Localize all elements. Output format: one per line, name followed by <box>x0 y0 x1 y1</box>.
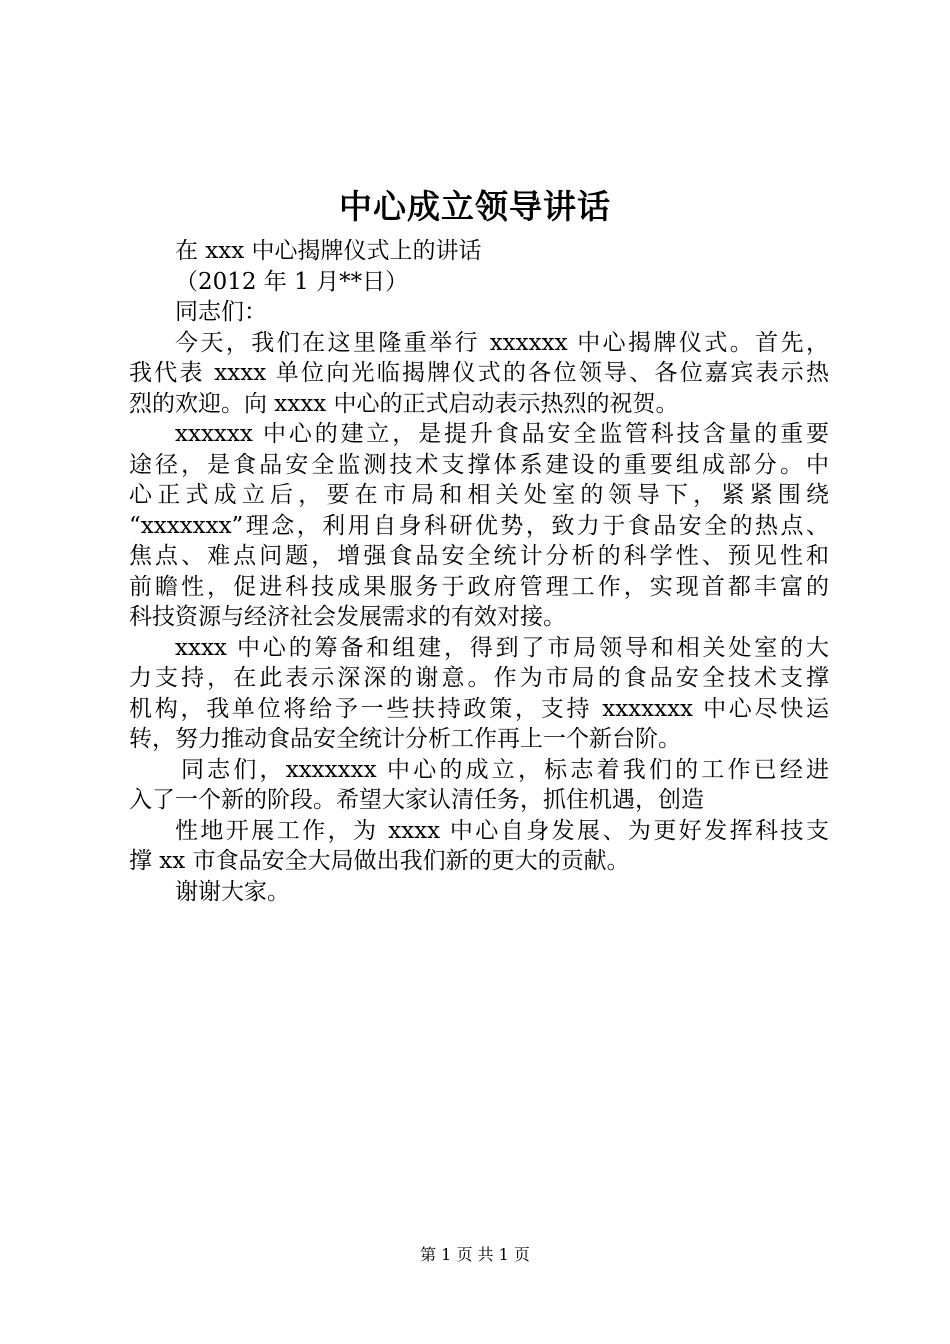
text-line: 今天，我们在这里隆重举行 xxxxxx 中心揭牌仪式。首先， <box>175 329 829 356</box>
text-line: 在 xxx 中心揭牌仪式上的讲话 <box>175 238 482 264</box>
text-line: xxxx 中心的筹备和组建，得到了市局领导和相关处室的大 <box>175 634 829 661</box>
paragraph-4 <box>129 755 829 816</box>
text-line: 心正式成立后，要在市局和相关处室的领导下，紧紧围绕 <box>129 482 829 508</box>
document-body <box>129 236 829 907</box>
text-line: 焦点、难点问题，增强食品安全统计分析的科学性、预见性和 <box>129 543 829 569</box>
paragraph-5 <box>129 816 829 877</box>
text-line: 同志们： <box>175 299 267 325</box>
speech-heading <box>129 236 829 267</box>
text-line: 机构，我单位将给予一些扶持政策，支持 xxxxxxx 中心尽快运 <box>129 695 829 722</box>
document-title: 中心成立领导讲话 <box>339 187 611 226</box>
text-line: 烈的欢迎。向 xxxx 中心的正式启动表示热烈的祝贺。 <box>129 390 679 417</box>
speech-date <box>129 267 829 298</box>
text-line: 科技资源与经济社会发展需求的有效对接。 <box>129 604 566 630</box>
text-line: 谢谢大家。 <box>175 878 290 905</box>
paragraph-1 <box>129 328 829 420</box>
text-line: 转，努力推动食品安全统计分析工作再上一个新台阶。 <box>129 726 681 752</box>
text-line: 同志们，xxxxxxx 中心的成立，标志着我们的工作已经进 <box>181 756 829 783</box>
text-line: xxxxxx 中心的建立，是提升食品安全监管科技含量的重要 <box>175 421 829 447</box>
text-line: “xxxxxxx”理念，利用自身科研优势，致力于食品安全的热点、 <box>129 512 829 539</box>
text-line: （2012 年 1 月**日） <box>175 268 409 295</box>
salutation <box>129 297 829 328</box>
page-footer: 第 1 页 共 1 页 <box>420 1245 530 1264</box>
text-line: 入了一个新的阶段。希望大家认清任务，抓住机遇，创造 <box>129 787 704 813</box>
text-line: 前瞻性，促进科技成果服务于政府管理工作，实现首都丰富的 <box>129 573 829 600</box>
closing <box>129 877 829 908</box>
text-line: 途径，是食品安全监测技术支撑体系建设的重要组成部分。中 <box>129 451 829 478</box>
text-line: 我代表 xxxx 单位向光临揭牌仪式的各位领导、各位嘉宾表示热 <box>129 360 829 386</box>
paragraph-2 <box>129 419 829 633</box>
text-line: 性地开展工作，为 xxxx 中心自身发展、为更好发挥科技支 <box>175 817 829 844</box>
text-line: 力支持，在此表示深深的谢意。作为市局的食品安全技术支撑 <box>129 665 829 691</box>
text-line: 撑 xx 市食品安全大局做出我们新的更大的贡献。 <box>129 848 630 874</box>
paragraph-3 <box>129 633 829 755</box>
